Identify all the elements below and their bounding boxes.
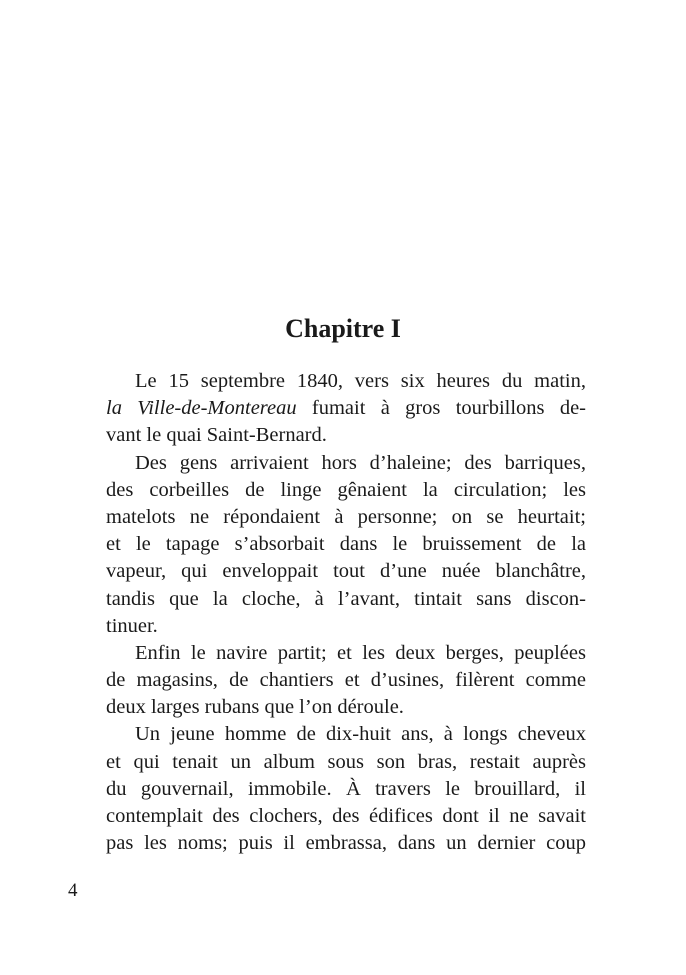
ship-name: la Ville-de-Montereau [106, 397, 297, 420]
text-line: des corbeilles de linge gênaient la circulation; les [106, 478, 586, 501]
text-line: vant le quai Saint-Bernard. [106, 424, 327, 447]
text-line: tinuer. [106, 614, 158, 637]
text-line: Des gens arrivaient hors d’haleine; des barriques, [135, 451, 586, 474]
chapter-body [106, 368, 586, 857]
text-line: Enfin le navire partit; et les deux berges, peuplées [135, 641, 586, 664]
page-number: 4 [68, 880, 78, 901]
text-line [106, 395, 586, 422]
text-line: deux larges rubans que l’on déroule. [106, 696, 404, 719]
text-line: contemplait des clochers, des édifices dont il ne savait [106, 805, 586, 827]
chapter-title: Chapitre I [285, 314, 401, 343]
text-line: de magasins, de chantiers et d’usines, filèrent comme [106, 669, 586, 692]
text-line: tandis que la cloche, à l’avant, tintait sans discon- [106, 587, 586, 610]
text-line: et le tapage s’absorbait dans le bruissement de la [106, 533, 586, 556]
text-line: matelots ne répondaient à personne; on se heurtait; [106, 505, 586, 528]
text-line: et qui tenait un album sous son bras, restait auprès [106, 750, 586, 773]
text-line-rest: fumait à gros tourbillons de- [296, 397, 586, 420]
text-line: du gouvernail, immobile. À travers le brouillard, il [106, 777, 586, 800]
text-line: pas les noms; puis il embrassa, dans un dernier coup [106, 832, 586, 855]
text-line: vapeur, qui enveloppait tout d’une nuée blanchâtre, [106, 560, 586, 583]
text-line: Un jeune homme de dix-huit ans, à longs cheveux [135, 723, 586, 746]
text-line: Le 15 septembre 1840, vers six heures du matin, [135, 370, 586, 392]
